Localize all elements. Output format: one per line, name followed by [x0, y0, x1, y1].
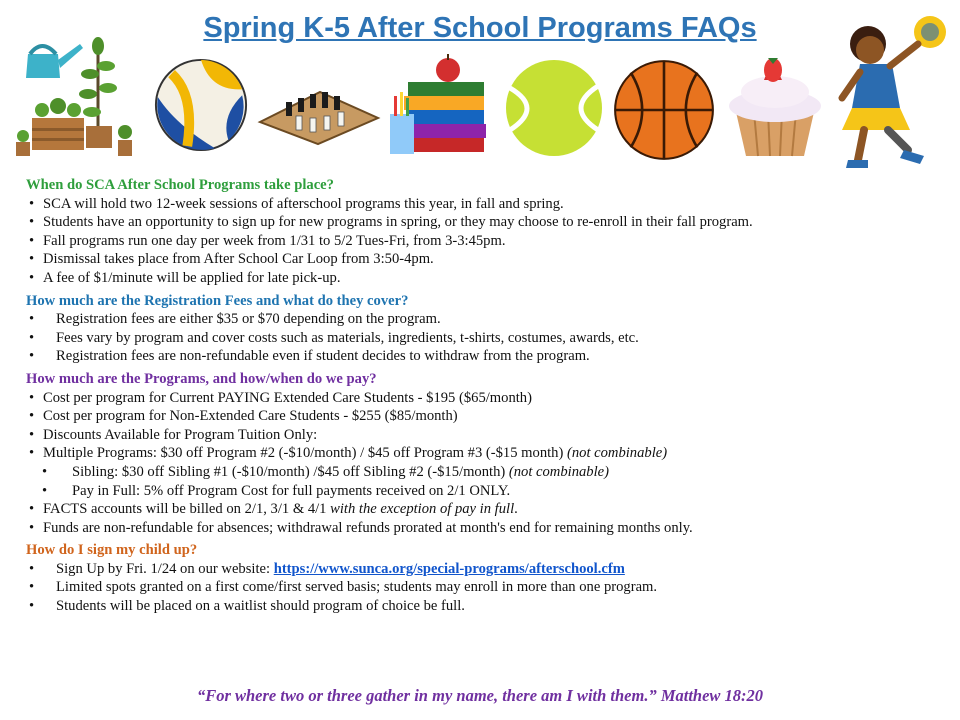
bullet-list: [26, 389, 946, 538]
list-item-funds: • Funds are non-refundable for absences; withdrawal refunds prorated at month's end for remaining months only.: [26, 519, 946, 538]
list-item: • SCA will hold two 12-week sessions of afterschool programs this year, in fall and spring.: [26, 195, 946, 214]
watering-can-icon: [26, 44, 83, 78]
list-item-multiple-programs: [26, 444, 946, 463]
list-item-pay-in-full: • Pay in Full: 5% off Program Cost for full payments received on 2/1 ONLY.: [26, 482, 946, 501]
cheerleader-icon: [834, 10, 950, 180]
chess-icon: [256, 82, 382, 146]
scripture-quote: “For where two or three gather in my name, there am I with them.” Matthew 18:20: [196, 686, 764, 705]
item-text: Multiple Programs: $30 off Program #2 (-$10/month) / $45 off Program #3 (-$15 month): [43, 445, 567, 462]
faq-content: [26, 176, 946, 620]
item-end: .: [514, 501, 518, 518]
section-heading: How much are the Registration Fees and what do they cover?: [26, 292, 409, 309]
list-item: • Registration fees are non-refundable even if student decides to withdraw from the program.: [26, 347, 946, 366]
list-item: • Discounts Available for Program Tuition Only:: [26, 426, 946, 445]
list-item-sibling: [26, 463, 946, 482]
item-note: (not combinable): [508, 463, 609, 480]
list-item: • Limited spots granted on a first come/first served basis; students may enroll in more than one program.: [26, 578, 946, 597]
list-item: • Students will be placed on a waitlist should program of choice be full.: [26, 597, 946, 616]
cupcake-icon: [724, 50, 826, 162]
item-text: FACTS accounts will be billed on 2/1, 3/1 & 4/1: [43, 501, 331, 518]
list-item-facts: [26, 500, 946, 519]
faq-section-registration: [26, 292, 946, 366]
list-item: • Registration fees are either $35 or $70 depending on the program.: [26, 310, 946, 329]
page-title: Spring K-5 After School Programs FAQs: [203, 12, 757, 44]
list-item: • Dismissal takes place from After School Car Loop from 3:50-4pm.: [26, 250, 946, 269]
list-item: • Cost per program for Current PAYING Extended Care Students - $195 ($65/month): [26, 389, 946, 408]
bullet-list: [26, 310, 946, 366]
tennis-ball-icon: [504, 58, 604, 158]
faq-section-pricing: [26, 370, 946, 537]
faq-section-when: [26, 176, 946, 288]
section-heading: How much are the Programs, and how/when do we pay?: [26, 370, 377, 387]
item-text: Sibling: $30 off Sibling #1 (-$10/month) /$45 off Sibling #2 (-$15/month): [72, 463, 509, 480]
section-heading: How do I sign my child up?: [26, 542, 198, 559]
garden-icon: [14, 14, 138, 164]
list-item: • Fall programs run one day per week from 1/31 to 5/2 Tues-Fri, from 3-3:45pm.: [26, 232, 946, 251]
basketball-icon: [612, 58, 716, 162]
item-text: Sign Up by Fri. 1/24 on our website:: [56, 560, 274, 577]
volleyball-icon: [152, 56, 250, 154]
list-item: • Cost per program for Non-Extended Care Students - $255 ($85/month): [26, 407, 946, 426]
bullet-list: [26, 560, 946, 616]
list-item: • Students have an opportunity to sign up for new programs in spring, or they may choose to re-enroll in their fall program.: [26, 213, 946, 232]
item-note: (not combinable): [566, 445, 668, 462]
list-item: • Fees vary by program and cover costs such as materials, ingredients, t-shirts, costumes, awards, etc.: [26, 329, 946, 348]
section-heading: When do SCA After School Programs take place?: [26, 177, 334, 193]
list-item-signup: [26, 560, 946, 579]
faq-section-signup: [26, 541, 946, 615]
bullet-list: [26, 195, 946, 288]
item-note: with the exception of pay in full: [330, 501, 515, 518]
books-icon: [386, 52, 490, 158]
signup-link[interactable]: https://www.sunca.org/special-programs/afterschool.cfm: [273, 560, 625, 577]
list-item: • A fee of $1/minute will be applied for late pick-up.: [26, 269, 946, 288]
